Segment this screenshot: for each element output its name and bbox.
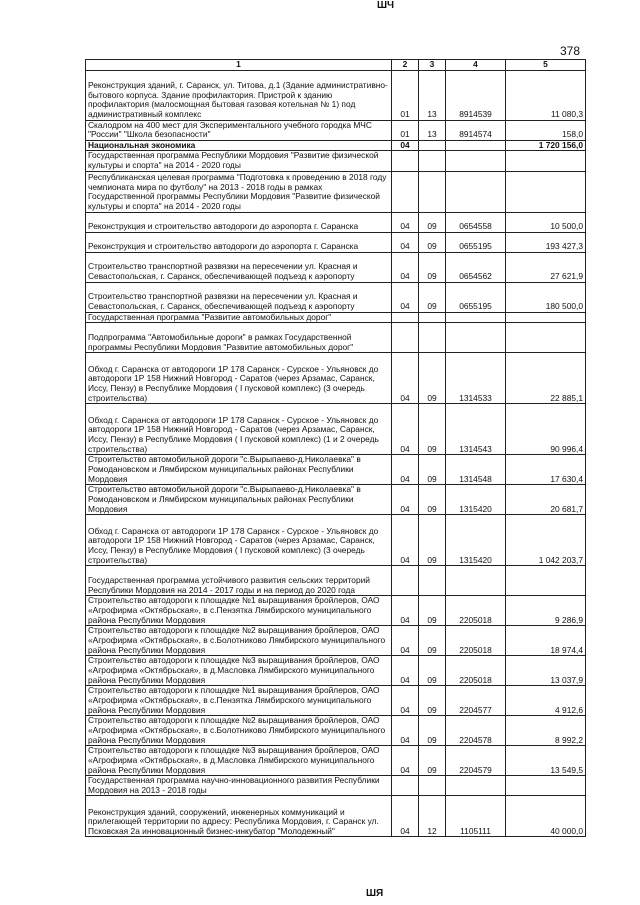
bottom-scan-mark: ШЯ: [366, 888, 384, 899]
cell-code: [446, 151, 506, 171]
cell-name: Скалодром на 400 мест для Экспериментального учебного городка МЧС "России" "Школа безопасности": [86, 120, 392, 140]
cell-code: 1315420: [446, 515, 506, 566]
cell-name: Строительство автодороги к площадке №1 выращивания бройлеров, ОАО «Агрофирма «Октябрьская», в с.Пензятка Лямбирского муниципального района Республики Мордовия: [86, 686, 392, 716]
table-row: [86, 515, 586, 566]
cell-sub: 09: [419, 716, 446, 746]
cell-name: Строительство автомобильной дороги "с.Вырыпаево-д.Николаевка" в Ромодановском и Лямбирском муниципальных районах Республики Мордовия: [86, 455, 392, 485]
top-scan-mark: ШЧ: [377, 0, 395, 11]
table-row: [86, 120, 586, 140]
cell-amount: 180 500,0: [506, 282, 586, 312]
cell-code: 2205018: [446, 596, 506, 626]
cell-code: 8914539: [446, 70, 506, 120]
cell-name: Реконструкция зданий, сооружений, инженерных коммуникаций и прилегающей территории по адресу: Республика Мордовия, г. Саранск ул. Псковская 2а инновационный бизнес-инкубатор "Молодежный": [86, 796, 392, 837]
cell-sec: 04: [392, 656, 419, 686]
cell-sub: 09: [419, 282, 446, 312]
cell-amount: 10 500,0: [506, 212, 586, 232]
cell-code: 1314533: [446, 353, 506, 404]
cell-sub: 09: [419, 626, 446, 656]
table-row: [86, 323, 586, 353]
cell-sec: 04: [392, 252, 419, 282]
table-row: [86, 566, 586, 596]
cell-code: 2204579: [446, 746, 506, 776]
table-row: [86, 746, 586, 776]
header-col-4: 4: [446, 60, 506, 71]
cell-name: Строительство транспортной развязки на пересечении ул. Красная и Севастопольская, г. Саранск, обеспечивающей подъезд к аэропорту: [86, 282, 392, 312]
table-row: [86, 796, 586, 837]
table-row: [86, 776, 586, 796]
cell-sec: 04: [392, 232, 419, 252]
cell-name: Обход г. Саранска от автодороги 1Р 178 Саранск - Сурское - Ульяновск до автодороги 1Р 158 Нижний Новгород - Саратов (через Арзамас, Саранск, Иссу, Пензу) в Республике Мордовия ( I пусковой комплекс) (1 и 2 очередь строительства): [86, 404, 392, 455]
cell-name: Государственная программа Республики Мордовия "Развитие физической культуры и спорта" на 2014 - 2020 годы: [86, 151, 392, 171]
table-row: [86, 716, 586, 746]
cell-amount: 4 912,6: [506, 686, 586, 716]
cell-sec: 04: [392, 716, 419, 746]
cell-sub: 09: [419, 686, 446, 716]
cell-sec: 01: [392, 70, 419, 120]
cell-code: 1314543: [446, 404, 506, 455]
cell-amount: [506, 323, 586, 353]
cell-amount: 40 000,0: [506, 796, 586, 837]
cell-sec: 01: [392, 120, 419, 140]
cell-sub: 12: [419, 796, 446, 837]
table-row: [86, 70, 586, 120]
cell-amount: 1 042 203,7: [506, 515, 586, 566]
cell-name: Строительство транспортной развязки на пересечении ул. Красная и Севастопольская, г. Саранск, обеспечивающей подъезд к аэропорту: [86, 252, 392, 282]
cell-amount: 27 621,9: [506, 252, 586, 282]
cell-sec: [392, 171, 419, 212]
cell-sub: [419, 171, 446, 212]
cell-sec: 04: [392, 212, 419, 232]
cell-sub: 09: [419, 455, 446, 485]
cell-name: Реконструкция зданий, г. Саранск, ул. Титова, д.1 (Здание административно-бытового корпуса. Здание профилактория. Пристрой к зданию профилактория (малосмощная бытовая газовая котельная № 1) под административный комплекс: [86, 70, 392, 120]
cell-code: 0654558: [446, 212, 506, 232]
cell-amount: [506, 312, 586, 323]
table-row: [86, 404, 586, 455]
table-row: [86, 455, 586, 485]
cell-amount: 22 885,1: [506, 353, 586, 404]
table-row: [86, 596, 586, 626]
cell-amount: 17 630,4: [506, 455, 586, 485]
cell-amount: 9 286,9: [506, 596, 586, 626]
cell-name: Строительство автодороги к площадке №2 выращивания бройлеров, ОАО «Агрофирма «Октябрьская», в с.Болотниково Лямбирского муниципального района Республики Мордовия: [86, 716, 392, 746]
cell-name: Строительство автомобильной дороги "с.Вырыпаево-д.Николаевка" в Ромодановском и Лямбирском муниципальных районах Республики Мордовия: [86, 485, 392, 515]
cell-code: [446, 776, 506, 796]
cell-amount: [506, 566, 586, 596]
cell-sub: [419, 140, 446, 151]
page-number: 378: [560, 44, 581, 58]
cell-sec: [392, 776, 419, 796]
cell-code: [446, 312, 506, 323]
cell-code: 2204577: [446, 686, 506, 716]
cell-sub: 09: [419, 404, 446, 455]
cell-code: [446, 140, 506, 151]
table-row: [86, 312, 586, 323]
cell-sub: [419, 323, 446, 353]
cell-name: Обход г. Саранска от автодороги 1Р 178 Саранск - Сурское - Ульяновск до автодороги 1Р 158 Нижний Новгород - Саратов (через Арзамас, Саранск, Иссу, Пензу) в Республике Мордовия ( I пусковой комплекс) (3 очередь строительства): [86, 515, 392, 566]
cell-sub: [419, 566, 446, 596]
cell-sub: 13: [419, 120, 446, 140]
cell-sec: 04: [392, 746, 419, 776]
cell-name: Государственная программа устойчивого развития сельских территорий Республики Мордовия на 2014 - 2017 годы и на период до 2020 года: [86, 566, 392, 596]
cell-amount: 11 080,3: [506, 70, 586, 120]
cell-name: Реконструкция и строительство автодороги до аэропорта г. Саранска: [86, 232, 392, 252]
table-row: [86, 353, 586, 404]
cell-code: 0654562: [446, 252, 506, 282]
cell-amount: 20 681,7: [506, 485, 586, 515]
cell-sec: [392, 151, 419, 171]
cell-name: Строительство автодороги к площадке №1 выращивания бройлеров, ОАО «Агрофирма «Октябрьская», в с.Пензятка Лямбирского муниципального района Республики Мордовия: [86, 596, 392, 626]
table-row: [86, 151, 586, 171]
cell-amount: 18 974,4: [506, 626, 586, 656]
cell-code: 2205018: [446, 656, 506, 686]
cell-name: Национальная экономика: [86, 140, 392, 151]
cell-sec: 04: [392, 485, 419, 515]
cell-name: Подпрограмма "Автомобильные дороги" в рамках Государственной программы Республики Мордовия "Развитие автомобильных дорог": [86, 323, 392, 353]
cell-name: Строительство автодороги к площадке №3 выращивания бройлеров, ОАО «Агрофирма «Октябрьская», в д.Масловка Лямбирского муниципального района Республики Мордовия: [86, 746, 392, 776]
cell-sub: 09: [419, 485, 446, 515]
cell-code: 1314548: [446, 455, 506, 485]
cell-sec: 04: [392, 404, 419, 455]
cell-sec: 04: [392, 455, 419, 485]
cell-sub: 09: [419, 596, 446, 626]
cell-amount: 8 992,2: [506, 716, 586, 746]
cell-code: 2205018: [446, 626, 506, 656]
budget-table: [85, 59, 586, 837]
cell-amount: [506, 776, 586, 796]
cell-sec: 04: [392, 686, 419, 716]
cell-code: [446, 566, 506, 596]
cell-name: Реконструкция и строительство автодороги до аэропорта г. Саранска: [86, 212, 392, 232]
cell-amount: 13 037,9: [506, 656, 586, 686]
cell-sub: 09: [419, 232, 446, 252]
table-row: [86, 282, 586, 312]
cell-code: [446, 171, 506, 212]
cell-sub: [419, 776, 446, 796]
cell-name: Строительство автодороги к площадке №3 выращивания бройлеров, ОАО «Агрофирма «Октябрьская», в д.Масловка Лямбирского муниципального района Республики Мордовия: [86, 656, 392, 686]
cell-code: 1315420: [446, 485, 506, 515]
table-header-row: [86, 60, 586, 71]
cell-sub: 09: [419, 212, 446, 232]
table-row: [86, 656, 586, 686]
cell-sec: 04: [392, 596, 419, 626]
cell-sub: 09: [419, 252, 446, 282]
table-row: [86, 171, 586, 212]
cell-name: Обход г. Саранска от автодороги 1Р 178 Саранск - Сурское - Ульяновск до автодороги 1Р 158 Нижний Новгород - Саратов (через Арзамас, Саранск, Иссу, Пензу) в Республике Мордовия ( I пусковой комплекс) (3 очередь строительства): [86, 353, 392, 404]
cell-name: Государственная программа "Развитие автомобильных дорог": [86, 312, 392, 323]
table-row: [86, 686, 586, 716]
cell-sub: 09: [419, 515, 446, 566]
table-row: [86, 140, 586, 151]
cell-amount: [506, 171, 586, 212]
table-body: [86, 70, 586, 837]
cell-sub: [419, 151, 446, 171]
cell-amount: 90 996,4: [506, 404, 586, 455]
cell-amount: 13 549,5: [506, 746, 586, 776]
table-row: [86, 252, 586, 282]
cell-sub: [419, 312, 446, 323]
cell-sub: 09: [419, 746, 446, 776]
cell-sec: 04: [392, 796, 419, 837]
cell-sec: 04: [392, 353, 419, 404]
table-row: [86, 485, 586, 515]
cell-name: Строительство автодороги к площадке №2 выращивания бройлеров, ОАО «Агрофирма «Октябрьская», в с.Болотниково Лямбирского муниципального района Республики Мордовия: [86, 626, 392, 656]
cell-sec: [392, 323, 419, 353]
cell-code: 2204578: [446, 716, 506, 746]
cell-sec: [392, 566, 419, 596]
header-col-1: 1: [86, 60, 392, 71]
cell-sec: [392, 312, 419, 323]
cell-sub: 09: [419, 656, 446, 686]
cell-sec: 04: [392, 282, 419, 312]
cell-amount: 193 427,3: [506, 232, 586, 252]
cell-name: Государственная программа научно-инновационного развития Республики Мордовия на 2013 - 2018 годы: [86, 776, 392, 796]
header-col-3: 3: [419, 60, 446, 71]
table-row: [86, 626, 586, 656]
cell-code: 8914574: [446, 120, 506, 140]
cell-code: 0655195: [446, 232, 506, 252]
header-col-2: 2: [392, 60, 419, 71]
cell-sec: 04: [392, 515, 419, 566]
table-row: [86, 232, 586, 252]
cell-amount: [506, 151, 586, 171]
cell-amount: 158,0: [506, 120, 586, 140]
header-col-5: 5: [506, 60, 586, 71]
table-row: [86, 212, 586, 232]
cell-sub: 13: [419, 70, 446, 120]
cell-sub: 09: [419, 353, 446, 404]
cell-sec: 04: [392, 140, 419, 151]
cell-code: [446, 323, 506, 353]
cell-code: 1105111: [446, 796, 506, 837]
cell-code: 0655195: [446, 282, 506, 312]
cell-sec: 04: [392, 626, 419, 656]
cell-amount: 1 720 156,0: [506, 140, 586, 151]
cell-name: Республиканская целевая программа "Подготовка к проведению в 2018 году чемпионата мира по футболу" на 2013 - 2018 годы в рамках Государственной программы Республики Мордовия "Развитие физической культуры и спорта" на 2014 - 2020 годы: [86, 171, 392, 212]
